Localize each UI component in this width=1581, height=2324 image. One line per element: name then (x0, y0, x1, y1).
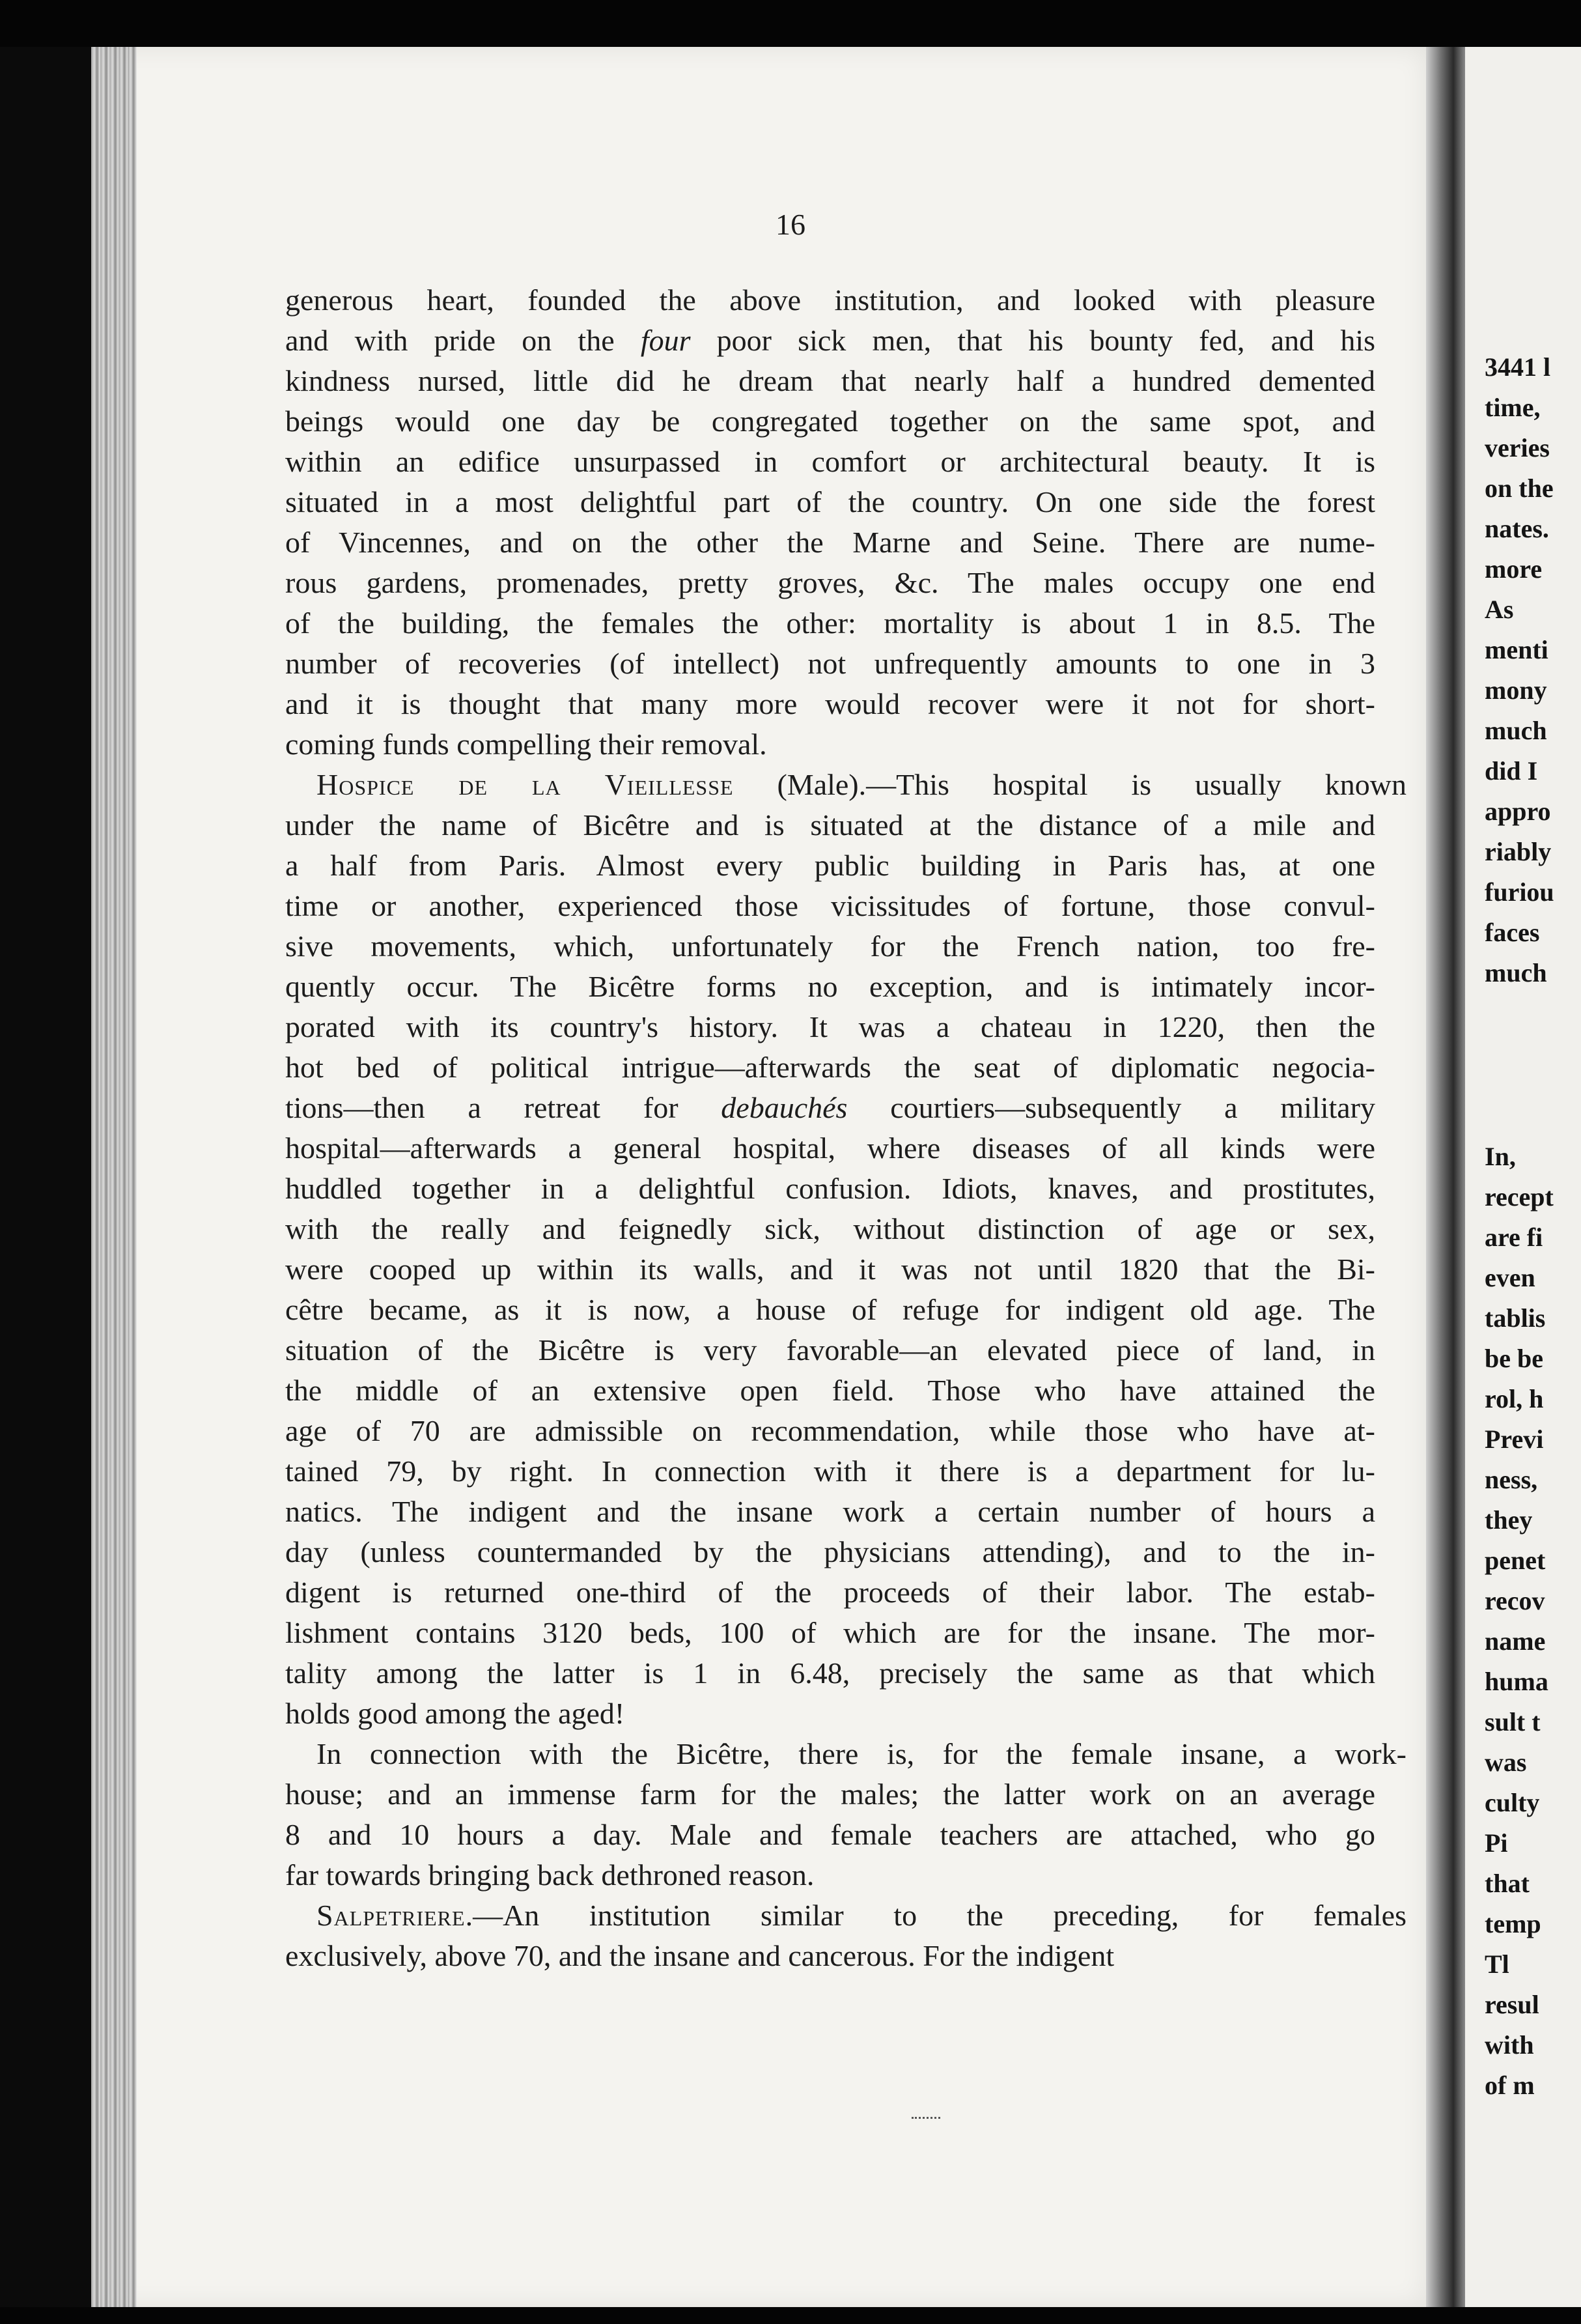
facing-page-line: Pi (1485, 1828, 1508, 1858)
facing-page-line: appro (1485, 797, 1551, 826)
text-line: a half from Paris. Almost every public building in Paris has, at one (285, 849, 1375, 882)
facing-page-line: mony (1485, 675, 1547, 705)
facing-page-line: culty (1485, 1788, 1540, 1817)
text-line: and with pride on the four poor sick men, that his bounty fed, and his (285, 324, 1375, 357)
facing-page-line: time, (1485, 393, 1541, 422)
facing-page-line: riably (1485, 837, 1552, 866)
text-line: exclusively, above 70, and the insane and cancerous. For the indigent (285, 1939, 1115, 1972)
facing-page-line: veries (1485, 433, 1550, 462)
text-line: under the name of Bicêtre and is situated at the distance of a mile and (285, 808, 1375, 842)
facing-page-line: temp (1485, 1909, 1541, 1938)
facing-page (1465, 47, 1581, 2307)
text-line: rous gardens, promenades, pretty groves, &c. The males occupy one end (285, 566, 1375, 599)
facing-page-line: are fi (1485, 1223, 1543, 1252)
text-line: tained 79, by right. In connection with it there is a department for lu- (285, 1454, 1375, 1488)
facing-page-line: faces (1485, 918, 1540, 947)
facing-page-line: recov (1485, 1586, 1545, 1615)
facing-page-line: tablis (1485, 1303, 1546, 1333)
text-line: the middle of an extensive open field. Those who have attained the (285, 1374, 1375, 1407)
section-heading: Salpetriere (316, 1899, 466, 1932)
facing-page-line: huma (1485, 1667, 1548, 1696)
text-line: with the really and feignedly sick, without distinction of age or sex, (285, 1212, 1375, 1245)
facing-page-line: even (1485, 1263, 1535, 1292)
page-number: 16 (776, 208, 805, 241)
text-line: of Vincennes, and on the other the Marne and Seine. There are nume- (285, 526, 1375, 559)
facing-page-line: resul (1485, 1990, 1539, 2019)
text-line: cêtre became, as it is now, a house of refuge for indigent old age. The (285, 1293, 1375, 1326)
text-line: holds good among the aged! (285, 1697, 625, 1730)
text-line: and it is thought that many more would recover were it not for short- (285, 687, 1375, 720)
facing-page-line: be be (1485, 1344, 1543, 1373)
text-line: generous heart, founded the above institution, and looked with pleasure (285, 283, 1375, 317)
text-line: age of 70 are admissible on recommendation, while those who have at- (285, 1414, 1375, 1447)
text-line: natics. The indigent and the insane work a certain number of hours a (285, 1495, 1375, 1528)
facing-page-line: menti (1485, 635, 1548, 664)
text-line: far towards bringing back dethroned reason. (285, 1858, 815, 1892)
text-line: situation of the Bicêtre is very favorable—an elevated piece of land, in (285, 1333, 1375, 1367)
facing-page-line: As (1485, 595, 1514, 624)
facing-page-line: nates. (1485, 514, 1549, 543)
text-line: huddled together in a delightful confusion. Idiots, knaves, and prostitutes, (285, 1172, 1375, 1205)
facing-page-line: that (1485, 1869, 1530, 1898)
printer-mark (912, 2117, 940, 2125)
facing-page-line: name (1485, 1626, 1546, 1656)
book-gutter (1426, 47, 1465, 2307)
text-line: sive movements, which, unfortunately for the French nation, too fre- (285, 929, 1375, 963)
facing-page-line: Previ (1485, 1424, 1544, 1454)
text-line: beings would one day be congregated together on the same spot, and (285, 404, 1375, 438)
facing-page-line: 3441 l (1485, 352, 1551, 382)
text-line: situated in a most delightful part of the country. On one side the forest (285, 485, 1375, 518)
facing-page-line: In, (1485, 1142, 1516, 1171)
text-line: time or another, experienced those vicissitudes of fortune, those convul- (285, 889, 1375, 922)
facing-page-line: penet (1485, 1546, 1546, 1575)
text-line: tality among the latter is 1 in 6.48, precisely the same as that which (285, 1656, 1375, 1690)
facing-page-line: of m (1485, 2071, 1535, 2100)
facing-page-line: on the (1485, 474, 1554, 503)
text-line: digent is returned one-third of the proceeds of their labor. The estab- (285, 1576, 1375, 1609)
text-line: In connection with the Bicêtre, there is, for the female insane, a work- (316, 1737, 1406, 1770)
text-line: number of recoveries (of intellect) not unfrequently amounts to one in 3 (285, 647, 1375, 680)
scan-bottom-border (0, 2307, 1581, 2324)
text-line: porated with its country's history. It was a chateau in 1220, then the (285, 1010, 1375, 1043)
text-line: lishment contains 3120 beds, 100 of which are for the insane. The mor- (285, 1616, 1375, 1649)
page-binding-edge (91, 47, 137, 2307)
facing-page-line: much (1485, 958, 1547, 987)
text-line: hot bed of political intrigue—afterwards the seat of diplomatic negocia- (285, 1051, 1375, 1084)
facing-page-line: recept (1485, 1182, 1554, 1212)
italic-word: four (640, 324, 691, 357)
facing-page-line: sult t (1485, 1707, 1541, 1736)
scan-top-border (0, 0, 1581, 47)
facing-page-line: Tl (1485, 1949, 1509, 1979)
text-line: tions—then a retreat for debauchés courtiers—subsequently a military (285, 1091, 1375, 1124)
text-line: kindness nursed, little did he dream that nearly half a hundred demented (285, 364, 1375, 397)
facing-page-line: did I (1485, 756, 1538, 786)
facing-page-line: much (1485, 716, 1547, 745)
facing-page-line: rol, h (1485, 1384, 1544, 1413)
text-line: within an edifice unsurpassed in comfort or architectural beauty. It is (285, 445, 1375, 478)
text-line: hospital—afterwards a general hospital, where diseases of all kinds were (285, 1131, 1375, 1165)
facing-page-line: ness, (1485, 1465, 1538, 1494)
facing-page-line: was (1485, 1748, 1527, 1777)
text-line: 8 and 10 hours a day. Male and female teachers are attached, who go (285, 1818, 1375, 1851)
text-line: day (unless countermanded by the physicians attending), and to the in- (285, 1535, 1375, 1568)
facing-page-line: furiou (1485, 877, 1554, 907)
facing-page-line: with (1485, 2030, 1534, 2060)
text-line: of the building, the females the other: mortality is about 1 in 8.5. The (285, 606, 1375, 640)
text-line: house; and an immense farm for the males; the latter work on an average (285, 1778, 1375, 1811)
section-heading: Hospice de la Vieillesse (316, 768, 734, 801)
text-line: quently occur. The Bicêtre forms no exception, and is intimately incor- (285, 970, 1375, 1003)
italic-word: debauchés (721, 1091, 848, 1124)
text-line: were cooped up within its walls, and it was not until 1820 that the Bi- (285, 1253, 1375, 1286)
facing-page-line: more (1485, 554, 1543, 584)
text-line: Salpetriere.—An institution similar to the preceding, for females (316, 1899, 1406, 1932)
facing-page-line: they (1485, 1505, 1533, 1535)
text-line: Hospice de la Vieillesse (Male).—This hospital is usually known (316, 768, 1407, 801)
text-line: coming funds compelling their removal. (285, 728, 767, 761)
